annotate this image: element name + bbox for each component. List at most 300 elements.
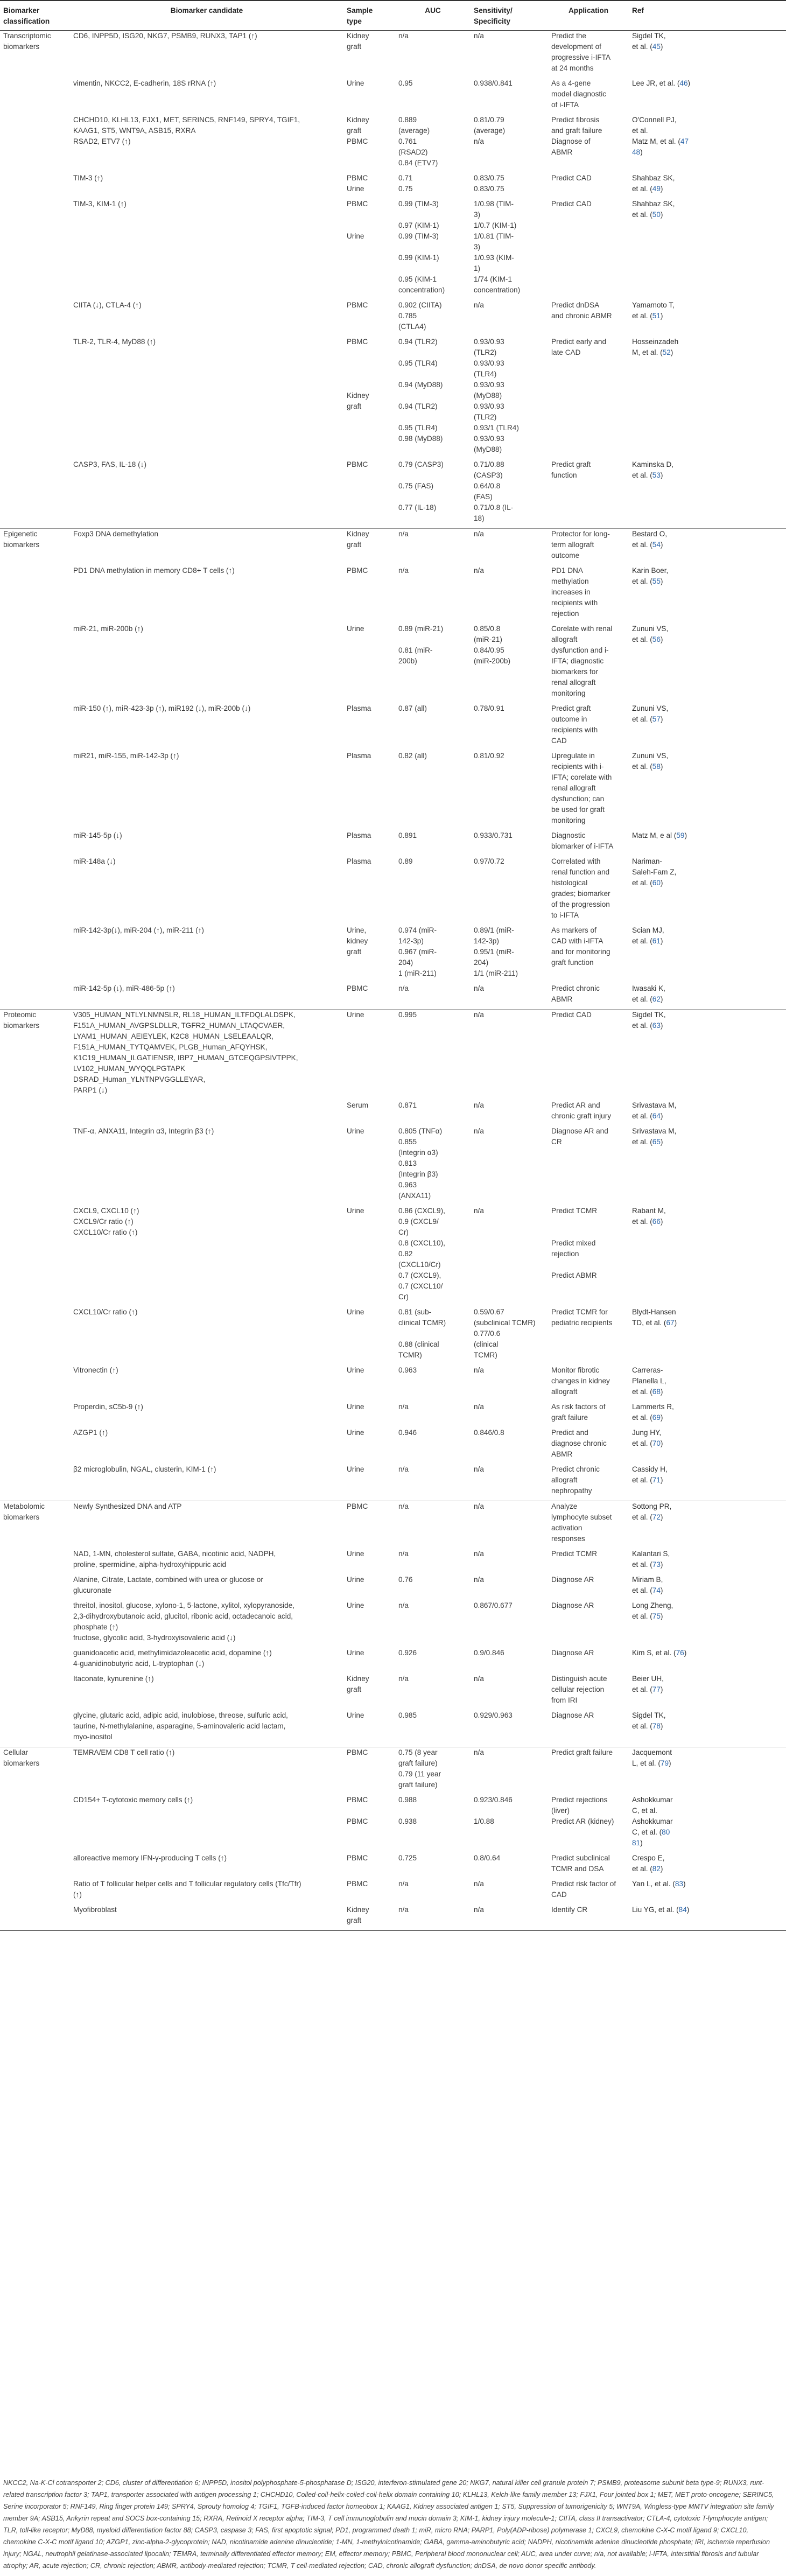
row-auc: 0.76: [398, 1576, 413, 1584]
table-row: [0, 173, 786, 199]
table-row: [0, 115, 786, 173]
table-row: [0, 1795, 786, 1853]
row-sample-type: Serum: [347, 1101, 369, 1109]
row-auc: 0.79 (CASP3) 0.75 (FAS) 0.77 (IL-18): [398, 460, 444, 512]
reference-authors: Rabant M, et al.: [632, 1207, 666, 1226]
row-sensitivity: n/a: [474, 301, 484, 309]
reference-authors: Kalantari S, et al.: [632, 1550, 670, 1569]
row-candidate: [70, 1100, 343, 1126]
row-reference: Kaminska D, et al. (53): [632, 460, 674, 479]
row-application: Predict TCMR Predict mixed rejection Predict ABMR: [551, 1207, 598, 1279]
reference-number-link[interactable]: 83: [675, 1880, 683, 1888]
reference-number-link[interactable]: 63: [652, 1021, 661, 1030]
row-reference: Iwasaki K, et al. (62): [632, 984, 665, 1003]
row-application: As markers of CAD with i-IFTA and for monitoring graft function: [551, 926, 610, 967]
row-application: Upregulate in recipients with i- IFTA; corelate with renal allograft dysfunction; can be used for graft monitoring: [551, 752, 612, 824]
row-classification: [0, 624, 70, 703]
row-classification: [0, 1905, 70, 1931]
reference-authors: Karin Boer, et al.: [632, 566, 669, 585]
reference-authors: Sigdel TK, et al.: [632, 32, 666, 51]
row-classification: [0, 199, 70, 300]
row-candidate: NAD, 1-MN, cholesterol sulfate, GABA, nicotinic acid, NADPH, proline, spermidine, alpha-hydroxyhippuric acid: [73, 1550, 276, 1569]
table-footnote: NKCC2, Na-K-Cl cotransporter 2; CD6, cluster of differentiation 6; INPP5D, inositol polyphosphate-5-phosphatase D; ISG20, interferon-stimulated gene 20; NKG7, natural killer cell granule protein 7; PSMB9, proteasome subunit beta type-9; RUNX3, runt-related transcription factor 3; TAP1, transporter associated with antigen processing 1; CHCHD10, Coiled-coil-helix-coiled-coil-helix domain containing 10; KLHL13, Kelch-like family member 13; FJX1, Four jointed box 1; MET, MET proto-oncogene; SERINC5, Serine incorporator 5; RNF149, Ring finger protein 149; SPRY4, Sprouty homolog 4; TGIF1, TGFB-induced factor homeobox 1; KAAG1, Kidney associated antigen 1; ST5, Suppression of tumorigenicity 5; WNT9A, Wingless-type MMTV integration site family member 9A; ASB15, Ankyrin repeat and SOCS box-containing 15; RXRA, Retinoid X receptor alpha; TIM-3, T cell immunoglobulin and mucin domain 3; KIM-1, kidney injury molecule-1; CIITA, class II transactivator; CTLA-4, cytotoxic T-lymphocyte antigen; TLR, toll-like receptor; MyD88, myeloid differentiation factor 88; CASP3, caspase 3; FAS, first apoptotic signal; PD1, programmed death 1; miR, micro RNA; PARP1, Poly(ADP-ribose) polymerase 1; CXCL9, chemokine C-X-C motif ligand 9; CXCL10, chemokine C-X-C motif ligand 10; AZGP1, zinc-alpha-2-glycoprotein; NAD, nicotinamide adenine dinucleotide; 1-MN, 1-methylnicotinamide; GABA, gamma-aminobutyric acid; NADPH, nicotinamide adenine dinucleotide phosphate; IRI, ischemia reperfusion injury; NGAL, neutrophil gelatinase-associated lipocalin; TEMRA, terminally differentiated effector memory; EM, effector memory; PBMC, Peripheral blood mononuclear cell; AUC, area under curve; n/a, not available; i-IFTA, interstitial fibrosis and tubular atrophy; AR, acute rejection; CR, chronic rejection; ABMR, antibody-mediated rejection; TCMR, T cell-mediated rejection; CAD, chronic allograft dysfunction; dnDSA, de novo donor specific antibody.: [3, 2479, 774, 2570]
row-reference: Sottong PR, et al. (72): [629, 1501, 786, 1549]
row-candidate: Properdin, sC5b-9 (↑): [73, 1403, 143, 1411]
row-candidate: Ratio of T follicular helper cells and T follicular regulatory cells (Tfc/Tfr) (↑): [73, 1880, 301, 1899]
row-auc: n/a: [398, 566, 409, 575]
row-candidate: guanidoacetic acid, methylimidazoleacetic acid, dopamine (↑) 4-guanidinobutyric acid, L-tryptophan (↓): [73, 1649, 272, 1668]
reference-number-link[interactable]: 77: [652, 1685, 661, 1693]
table-row: [0, 31, 786, 79]
table-row: [0, 1365, 786, 1402]
reference-number-link[interactable]: 64: [652, 1112, 661, 1120]
row-classification: [0, 856, 70, 925]
row-sensitivity: 0.81/0.92: [474, 752, 504, 760]
row-sensitivity: 0.83/0.75 0.83/0.75: [474, 174, 504, 193]
reference-authors: Sigdel TK, et al.: [632, 1711, 666, 1730]
row-auc: n/a: [398, 1550, 409, 1558]
reference-authors: Zununi VS, et al.: [632, 704, 669, 723]
row-application: Predict graft function: [551, 460, 591, 479]
header-application: Application: [548, 1, 629, 31]
row-candidate: CASP3, FAS, IL-18 (↓): [73, 460, 146, 468]
row-classification: [0, 1464, 70, 1501]
row-sample-type: PBMC: [343, 1501, 395, 1549]
table-header-row: [0, 1, 786, 31]
row-reference: Shahbaz SK, et al. (49): [632, 174, 675, 193]
row-sample-type: Urine: [343, 1010, 395, 1101]
row-candidate: TIM-3 (↑): [73, 174, 103, 182]
reference-authors: Srivastava M, et al.: [632, 1101, 677, 1120]
row-candidate: CXCL10/Cr ratio (↑): [73, 1308, 138, 1316]
row-candidate: CD154+ T-cytotoxic memory cells (↑): [73, 1796, 193, 1804]
reference-number-link[interactable]: 73: [652, 1560, 661, 1569]
row-auc: 0.95: [398, 79, 413, 87]
row-reference: Karin Boer, et al. (55): [632, 566, 669, 585]
row-auc: n/a: [398, 1403, 409, 1411]
row-application: Monitor fibrotic changes in kidney allograft: [551, 1366, 610, 1396]
row-sample-type: PBMC: [347, 460, 368, 468]
row-candidate: vimentin, NKCC2, E-cadherin, 18S rRNA (↑): [73, 79, 216, 87]
row-auc: 0.871: [398, 1101, 417, 1109]
reference-authors: Long Zheng, et al.: [632, 1601, 673, 1620]
table-row: [0, 1747, 786, 1795]
reference-authors: Zununi VS, et al.: [632, 625, 669, 643]
row-classification: [0, 337, 70, 459]
row-reference: Shahbaz SK, et al. (50): [632, 200, 675, 219]
reference-authors: Zununi VS, et al.: [632, 752, 669, 771]
reference-authors: Carreras- Planella L, et al.: [632, 1366, 666, 1396]
table-row: [0, 1307, 786, 1365]
row-sample-type: Urine, kidney graft: [347, 926, 368, 956]
reference-number-link[interactable]: 78: [652, 1722, 661, 1730]
row-classification: [0, 78, 70, 115]
reference-number-link[interactable]: 54: [652, 541, 661, 549]
table-row: [0, 300, 786, 337]
reference-number-link[interactable]: 50: [652, 211, 661, 219]
row-classification: [0, 1795, 70, 1853]
row-sensitivity: n/a: [474, 32, 484, 40]
row-sample-type: PBMC: [347, 984, 368, 992]
row-classification: [0, 1853, 70, 1879]
row-classification: [0, 565, 70, 624]
row-auc: 0.94 (TLR2) 0.95 (TLR4) 0.94 (MyD88) 0.94 (TLR2) 0.95 (TLR4) 0.98 (MyD88): [398, 338, 443, 443]
table-row: [0, 1464, 786, 1501]
table-row: [0, 1427, 786, 1464]
row-sample-type: Urine: [347, 1550, 364, 1558]
row-application: Predict CAD: [551, 200, 592, 208]
row-auc: n/a: [395, 529, 471, 566]
reference-number-link[interactable]: 46: [679, 79, 688, 87]
reference-number-link[interactable]: 59: [676, 831, 685, 839]
row-classification: [0, 1427, 70, 1464]
row-application: Identify CR: [548, 1905, 629, 1931]
row-reference: Carreras- Planella L, et al. (68): [632, 1366, 666, 1396]
row-sample-type: Urine: [347, 1366, 364, 1374]
reference-number-link[interactable]: 71: [652, 1476, 661, 1484]
row-auc: 0.725: [398, 1854, 417, 1862]
row-application: Diagnose AR: [551, 1601, 594, 1609]
table-row: [0, 1010, 786, 1101]
table-row: [0, 199, 786, 300]
row-auc: n/a: [398, 1880, 409, 1888]
row-candidate: CHCHD10, KLHL13, FJX1, MET, SERINC5, RNF149, SPRY4, TGIF1, KAAG1, ST5, WNT9A, ASB15, RXRA RSAD2, ETV7 (↑): [73, 116, 300, 145]
reference-number-link[interactable]: 51: [652, 312, 661, 320]
row-application: PD1 DNA methylation increases in recipients with rejection: [551, 566, 598, 618]
reference-authors: Ashokkumar C, et al. Ashokkumar C, et al.: [632, 1796, 673, 1836]
row-reference: Ashokkumar C, et al. Ashokkumar C, et al. (80 81): [632, 1796, 673, 1847]
reference-number-link[interactable]: 53: [652, 471, 661, 479]
row-sample-type: PBMC Kidney graft: [347, 338, 369, 410]
row-classification: [0, 1126, 70, 1206]
reference-authors: Yan L, et al.: [632, 1880, 671, 1888]
reference-authors: Crespo E, et al.: [632, 1854, 665, 1873]
reference-number-link[interactable]: 74: [652, 1586, 661, 1594]
row-candidate: Newly Synthesized DNA and ATP: [70, 1501, 343, 1549]
row-sample-type: Plasma: [347, 704, 371, 712]
header-sample-type: Sample type: [343, 1, 395, 31]
row-reference: Beier UH, et al. (77): [632, 1675, 664, 1693]
table-row: [0, 1710, 786, 1747]
row-candidate: TIM-3, KIM-1 (↑): [73, 200, 127, 208]
row-sensitivity: n/a: [474, 566, 484, 575]
row-classification: Cellular biomarkers: [0, 1747, 70, 1795]
table-row: [0, 1853, 786, 1879]
table-row: [0, 529, 786, 566]
row-application: Protector for long- term allograft outcome: [548, 529, 629, 566]
reference-number-link[interactable]: 82: [652, 1865, 661, 1873]
row-sample-type: Urine: [347, 1429, 364, 1437]
row-candidate: Vitronectin (↑): [73, 1366, 118, 1374]
row-application: Predict the development of progressive i-IFTA at 24 months: [551, 32, 611, 72]
row-sample-type: PBMC: [347, 1880, 368, 1888]
row-application: Diagnose AR: [551, 1576, 594, 1584]
row-candidate: miR-145-5p (↓): [73, 831, 122, 839]
row-auc: 0.86 (CXCL9), 0.9 (CXCL9/ Cr) 0.8 (CXCL10), 0.82 (CXCL10/Cr) 0.7 (CXCL9), 0.7 (CXCL10/ Cr): [398, 1207, 445, 1301]
row-classification: [0, 1648, 70, 1674]
reference-authors: Hosseinzadeh M, et al.: [632, 338, 679, 356]
row-sample-type: Kidney graft: [343, 529, 395, 566]
row-application: Corelate with renal allograft dysfunction and i- IFTA; diagnostic biomarkers for renal allograft monitoring: [551, 625, 613, 697]
reference-number-link[interactable]: 58: [652, 762, 661, 771]
table-row: [0, 830, 786, 856]
row-reference: Miriam B, et al. (74): [632, 1576, 663, 1594]
row-application: Predict CAD: [551, 174, 592, 182]
row-auc: n/a: [395, 1905, 471, 1931]
reference-number-link[interactable]: 84: [678, 1906, 687, 1914]
row-classification: [0, 1549, 70, 1574]
row-reference: Liu YG, et al. (84): [629, 1905, 786, 1931]
row-reference: Jacquemont L, et al. (79): [629, 1747, 786, 1795]
row-sample-type: PBMC: [347, 566, 368, 575]
row-application: Diagnose AR: [551, 1649, 594, 1657]
reference-authors: Matz M, e al: [632, 831, 672, 839]
header-auc: AUC: [395, 1, 471, 31]
row-application: Predict chronic allograft nephropathy: [551, 1465, 600, 1495]
row-candidate: PD1 DNA methylation in memory CD8+ T cells (↑): [73, 566, 235, 575]
table-row: [0, 1648, 786, 1674]
reference-number-link[interactable]: 80 81: [632, 1828, 670, 1847]
row-sensitivity: n/a: [471, 1010, 548, 1101]
reference-authors: Bestard O, et al.: [632, 530, 667, 549]
reference-number-link[interactable]: 57: [652, 715, 661, 723]
table-row: [0, 1206, 786, 1307]
reference-authors: Srivastava M, et al.: [632, 1127, 677, 1146]
row-application: Predict chronic ABMR: [551, 984, 600, 1003]
row-auc: 0.87 (all): [398, 704, 427, 712]
row-sensitivity: n/a: [474, 1366, 484, 1374]
row-classification: [0, 1206, 70, 1307]
row-classification: [0, 983, 70, 1010]
row-sensitivity: n/a: [471, 529, 548, 566]
row-reference: Jung HY, et al. (70): [632, 1429, 663, 1447]
row-classification: [0, 300, 70, 337]
reference-number-link[interactable]: 52: [662, 348, 671, 356]
row-classification: [0, 751, 70, 830]
row-application: Predict subclinical TCMR and DSA: [551, 1854, 610, 1873]
row-auc: 0.963: [398, 1366, 417, 1374]
row-sensitivity: n/a: [474, 1465, 484, 1473]
row-candidate: Foxp3 DNA demethylation: [70, 529, 343, 566]
row-reference: Zununi VS, et al. (58): [632, 752, 669, 771]
row-application: Predict CAD: [548, 1010, 629, 1101]
row-application: Predict TCMR: [551, 1550, 598, 1558]
row-sample-type: PBMC: [343, 1747, 395, 1795]
table-row: [0, 983, 786, 1010]
reference-number-link[interactable]: 45: [652, 43, 661, 51]
row-application: Diagnose AR: [551, 1711, 594, 1719]
row-sample-type: PBMC Urine: [347, 174, 368, 193]
row-reference: Rabant M, et al. (66): [632, 1207, 666, 1226]
table-row: [0, 78, 786, 115]
table-row: [0, 1501, 786, 1549]
reference-number-link[interactable]: 49: [652, 185, 661, 193]
row-auc: 0.926: [398, 1649, 417, 1657]
reference-number-link[interactable]: 79: [660, 1759, 669, 1767]
row-sensitivity: 0.923/0.846 1/0.88: [474, 1796, 513, 1825]
row-application: Correlated with renal function and histological grades; biomarker of the progression to i-IFTA: [551, 857, 610, 919]
row-auc: 0.891: [398, 831, 417, 839]
row-reference: Sigdel TK, et al. (78): [632, 1711, 666, 1730]
row-candidate: glycine, glutaric acid, adipic acid, inulobiose, threose, sulfuric acid, taurine, N-methylalanine, asparagine, 5-aminovaleric acid lactam, myo-inositol: [73, 1711, 288, 1741]
table-row: [0, 1549, 786, 1574]
reference-authors: Lee JR, et al.: [632, 79, 676, 87]
row-classification: [0, 115, 70, 173]
row-reference: Srivastava M, et al. (65): [632, 1127, 677, 1146]
row-classification: [0, 1574, 70, 1600]
table-row: [0, 1879, 786, 1905]
reference-authors: Shahbaz SK, et al.: [632, 174, 675, 193]
table-row: [0, 856, 786, 925]
row-sample-type: Urine: [347, 1649, 364, 1657]
header-ref: Ref: [629, 1, 786, 31]
row-application: Diagnostic biomarker of i-IFTA: [551, 831, 614, 850]
reference-authors: Sigdel TK, et al.: [632, 1011, 666, 1030]
row-candidate: threitol, inositol, glucose, xylono-1, 5-lactone, xylitol, xylopyranoside, 2,3-dihydroxybutanoic acid, glucitol, ribonic acid, octadecanoic acid, phosphate (↑) fructose, glycolic acid, 3-hydroxyisovaleric acid (↓): [73, 1601, 295, 1642]
row-reference: Long Zheng, et al. (75): [632, 1601, 673, 1620]
reference-number-link[interactable]: 67: [666, 1319, 675, 1327]
row-auc: 0.988 0.938: [398, 1796, 417, 1825]
reference-authors: O'Connell PJ, et al. Matz M, et al.: [632, 116, 677, 145]
row-candidate: Itaconate, kynurenine (↑): [73, 1675, 154, 1683]
row-sensitivity: n/a: [474, 984, 484, 992]
row-classification: [0, 1100, 70, 1126]
row-sample-type: PBMC: [347, 301, 368, 309]
row-reference: Sigdel TK, et al. (63): [629, 1010, 786, 1101]
header-sensitivity: Sensitivity/ Specificity: [471, 1, 548, 31]
row-candidate: Myofibroblast: [70, 1905, 343, 1931]
reference-number-link[interactable]: 70: [652, 1439, 661, 1447]
reference-number-link[interactable]: 68: [652, 1388, 661, 1396]
row-reference: Nariman- Saleh-Fam Z, et al. (60): [632, 857, 677, 887]
reference-authors: Liu YG, et al.: [632, 1906, 675, 1914]
row-auc: 0.75 (8 year graft failure) 0.79 (11 year graft failure): [395, 1747, 471, 1795]
row-application: Analyze lymphocyte subset activation responses: [548, 1501, 629, 1549]
row-sample-type: Plasma: [347, 752, 371, 760]
reference-number-link[interactable]: 65: [652, 1138, 661, 1146]
row-classification: [0, 703, 70, 751]
row-auc: n/a: [398, 32, 409, 40]
reference-number-link[interactable]: 60: [652, 879, 661, 887]
row-sensitivity: 0.78/0.91: [474, 704, 504, 712]
row-reference: Yan L, et al. (83): [632, 1880, 686, 1888]
reference-authors: Cassidy H, et al.: [632, 1465, 668, 1484]
row-sensitivity: 0.867/0.677: [474, 1601, 513, 1609]
row-sensitivity: n/a: [474, 1675, 484, 1683]
row-auc: n/a: [398, 1675, 409, 1683]
row-application: Diagnose AR and CR: [551, 1127, 608, 1146]
row-sample-type: Urine: [347, 625, 364, 633]
row-candidate: TNF-α, ANXA11, Integrin α3, Integrin β3 (↑): [73, 1127, 214, 1135]
row-sample-type: Kidney graft PBMC: [347, 116, 369, 145]
reference-number-link[interactable]: 76: [676, 1649, 684, 1657]
reference-number-link[interactable]: 61: [652, 937, 661, 945]
row-sensitivity: 0.938/0.841: [474, 79, 513, 87]
row-reference: O'Connell PJ, et al. Matz M, et al. (47 48): [632, 116, 689, 156]
row-sensitivity: 0.81/0.79 (average) n/a: [474, 116, 506, 145]
row-sample-type: PBMC PBMC: [347, 1796, 368, 1825]
reference-number-link[interactable]: 66: [652, 1217, 661, 1226]
table-row: [0, 337, 786, 459]
row-sensitivity: 0.85/0.8 (miR-21) 0.84/0.95 (miR-200b): [474, 625, 510, 665]
row-sensitivity: 1/0.98 (TIM- 3) 1/0.7 (KIM-1) 1/0.81 (TIM- 3) 1/0.93 (KIM- 1) 1/74 (KIM-1 concentration): [474, 200, 521, 294]
row-application: Predict fibrosis and graft failure Diagnose of ABMR: [551, 116, 602, 156]
row-reference: Lee JR, et al. (46): [632, 79, 691, 87]
reference-number-link[interactable]: 75: [652, 1612, 661, 1620]
row-sensitivity: 0.89/1 (miR- 142-3p) 0.95/1 (miR- 204) 1/1 (miR-211): [474, 926, 518, 977]
row-sensitivity: 0.59/0.67 (subclinical TCMR) 0.77/0.6 (clinical TCMR): [474, 1308, 536, 1359]
row-application: Predict risk factor of CAD: [551, 1880, 616, 1899]
row-application: Predict rejections (liver) Predict AR (kidney): [551, 1796, 614, 1825]
row-sample-type: PBMC: [347, 1854, 368, 1862]
row-reference: Srivastava M, et al. (64): [632, 1101, 677, 1120]
row-sensitivity: n/a: [474, 1403, 484, 1411]
row-candidate: CXCL9, CXCL10 (↑) CXCL9/Cr ratio (↑) CXCL10/Cr ratio (↑): [73, 1207, 139, 1236]
row-sensitivity: n/a: [471, 1905, 548, 1931]
row-sample-type: Urine: [347, 1465, 364, 1473]
row-reference: Scian MJ, et al. (61): [632, 926, 664, 945]
row-auc: 0.89 (miR-21) 0.81 (miR- 200b): [398, 625, 444, 665]
row-auc: 0.974 (miR- 142-3p) 0.967 (miR- 204) 1 (miR-211): [398, 926, 437, 977]
row-reference: Cassidy H, et al. (71): [632, 1465, 668, 1484]
row-classification: Epigenetic biomarkers: [0, 529, 70, 566]
row-auc: 0.946: [398, 1429, 417, 1437]
row-candidate: β2 microglobulin, NGAL, clusterin, KIM-1 (↑): [73, 1465, 216, 1473]
row-application: Predict dnDSA and chronic ABMR: [551, 301, 612, 320]
row-auc: 0.902 (CIITA) 0.785 (CTLA4): [398, 301, 442, 331]
row-classification: [0, 830, 70, 856]
row-auc: n/a: [398, 1601, 409, 1609]
reference-authors: Beier UH, et al.: [632, 1675, 664, 1693]
row-classification: [0, 1879, 70, 1905]
row-sensitivity: 0.71/0.88 (CASP3) 0.64/0.8 (FAS) 0.71/0.8 (IL- 18): [474, 460, 514, 522]
row-sample-type: Urine: [347, 1127, 364, 1135]
row-reference: Kim S, et al. (76): [632, 1649, 687, 1657]
row-classification: [0, 1365, 70, 1402]
row-sensitivity: n/a: [474, 1127, 484, 1135]
reference-number-link[interactable]: 69: [652, 1413, 661, 1422]
row-candidate: miR-21, miR-200b (↑): [73, 625, 143, 633]
row-classification: Metabolomic biomarkers: [0, 1501, 70, 1549]
row-candidate: CIITA (↓), CTLA-4 (↑): [73, 301, 142, 309]
row-application: Distinguish acute cellular rejection from IRI: [551, 1675, 607, 1704]
table-row: [0, 703, 786, 751]
row-application: Predict AR and chronic graft injury: [551, 1101, 612, 1120]
row-application: Predict graft failure: [548, 1747, 629, 1795]
reference-authors: Kim S, et al.: [632, 1649, 672, 1657]
row-sample-type: PBMC Urine: [347, 200, 368, 240]
row-reference: Hosseinzadeh M, et al. (52): [632, 338, 679, 356]
reference-number-link[interactable]: 47 48: [632, 137, 689, 156]
row-reference: Bestard O, et al. (54): [629, 529, 786, 566]
row-classification: Proteomic biomarkers: [0, 1010, 70, 1101]
row-sample-type: Plasma: [347, 857, 371, 865]
row-classification: [0, 1674, 70, 1710]
row-auc: 0.99 (TIM-3) 0.97 (KIM-1) 0.99 (TIM-3) 0.99 (KIM-1) 0.95 (KIM-1 concentration): [398, 200, 445, 294]
reference-number-link[interactable]: 56: [652, 635, 661, 643]
reference-number-link[interactable]: 62: [652, 995, 661, 1003]
reference-number-link[interactable]: 55: [652, 577, 661, 585]
row-reference: Kalantari S, et al. (73): [632, 1550, 670, 1569]
row-application: As risk factors of graft failure: [551, 1403, 606, 1422]
row-sample-type: Urine: [347, 1711, 364, 1719]
reference-number-link[interactable]: 72: [652, 1513, 661, 1521]
table-row: [0, 925, 786, 983]
reference-authors: Miriam B, et al.: [632, 1576, 663, 1594]
reference-authors: Iwasaki K, et al.: [632, 984, 665, 1003]
row-candidate: V305_HUMAN_NTLYLNMNSLR, RL18_HUMAN_ILTFDQLALDSPK, F151A_HUMAN_AVGPSLDLLR, TGFR2_HUMAN_LTAQCVAER, LYAM1_HUMAN_AEIEYLEK, K2C8_HUMAN_LSELEAALQR, F151A_HUMAN_TYTQAMVEK, PLGB_Human_AFQYHSK, K1C19_HUMAN_ILGATIENSR, IBP7_HUMAN_GTCEQGPSIVTPPK, LV102_HUMAN_WYQQLPGTAPK DSRAD_Human_YLNTNPVGGLLEYAR, PARP1 (↓): [70, 1010, 343, 1101]
row-auc: 0.81 (sub- clinical TCMR) 0.88 (clinical TCMR): [398, 1308, 446, 1359]
